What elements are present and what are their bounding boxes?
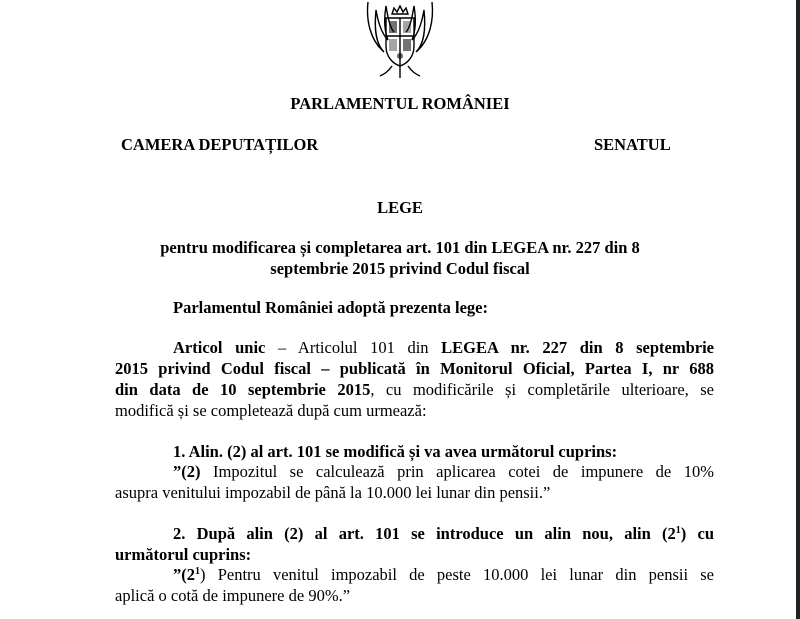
point-2-heading-text: 2. După alin (2) al art. 101 se introduce un alin nou, alin (2 (173, 524, 676, 543)
point-2-line-1-text: Pentru venitul impozabil de peste 10.000 lei lunar din pensii se (205, 565, 714, 584)
point-2-paragraph-sup: 1 (195, 566, 200, 577)
article-line-1 (173, 337, 714, 358)
article-line-1-text: – Articolul 101 din (265, 338, 442, 357)
article-line-2: 2015 privind Codul fiscal – publicată în Monitorul Oficial, Partea I, nr 688 (115, 359, 714, 378)
article-label: Articol unic (173, 338, 266, 357)
point-1-heading: 1. Alin. (2) al art. 101 se modifică și va avea următorul cuprins: (173, 442, 618, 461)
point-1-paragraph-number: ”(2) (173, 462, 201, 481)
point-2-line-2: aplică o cotă de impunere de 90%.” (115, 586, 351, 605)
point-2-heading-tail: ) cu (680, 524, 715, 543)
point-2-paragraph-open: ”(2 (173, 565, 195, 584)
chamber-deputies-label: CAMERA DEPUTAȚILOR (121, 135, 319, 154)
article-line-3 (115, 379, 714, 400)
article-line-4: modifică și se completează după cum urmează: (115, 401, 427, 420)
point-2-heading (173, 523, 714, 544)
senate-label: SENATUL (594, 135, 671, 154)
parliament-heading: PARLAMENTUL ROMÂNIEI (290, 94, 510, 113)
point-2-line-1 (173, 564, 714, 585)
law-reference: LEGEA nr. 227 din 8 septembrie (441, 338, 714, 357)
adoption-statement: Parlamentul României adoptă prezenta lege: (173, 298, 488, 317)
point-1-line-1 (173, 461, 714, 482)
law-subtitle-line-2: septembrie 2015 privind Codul fiscal (270, 259, 530, 278)
article-line-3-text: , cu modificările și completările ulterioare, se (370, 380, 714, 399)
point-1-line-1-text: Impozitul se calculează prin aplicarea cotei de impunere de 10% (200, 462, 714, 481)
coat-of-arms-emblem (362, 0, 438, 80)
point-1-line-2: asupra venitului impozabil de până la 10.000 lei lunar din pensii.” (115, 483, 551, 502)
document-type-title: LEGE (377, 198, 423, 217)
publication-date: din data de 10 septembrie 2015 (115, 380, 371, 399)
point-2-paragraph-close: ) (200, 565, 206, 584)
page-right-edge (796, 0, 800, 619)
law-subtitle-line-1: pentru modificarea și completarea art. 101 din LEGEA nr. 227 din 8 (160, 238, 640, 257)
point-2-heading-sup: 1 (675, 525, 681, 536)
point-2-heading-line-2: următorul cuprins: (115, 545, 252, 564)
